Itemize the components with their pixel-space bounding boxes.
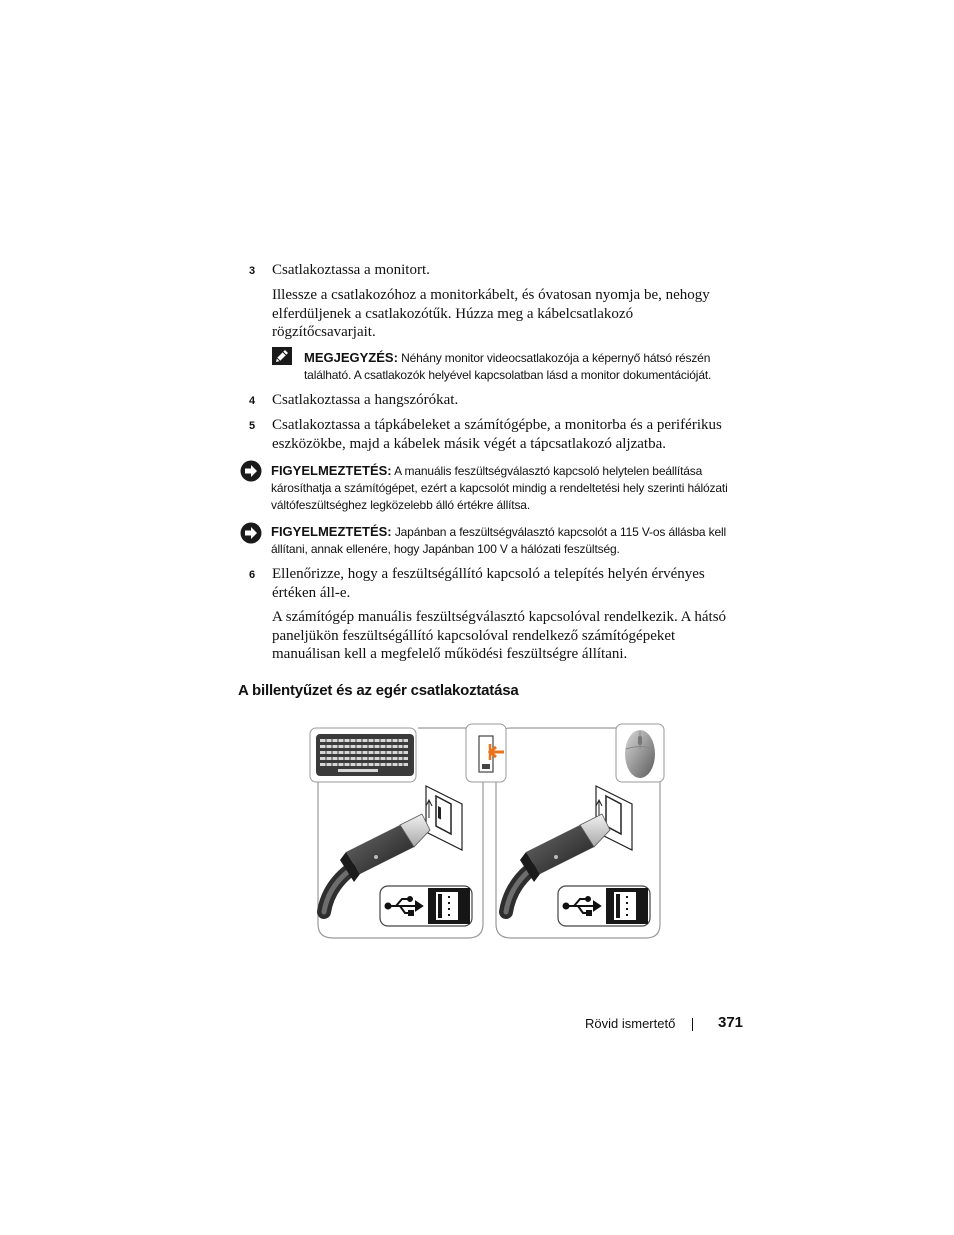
footer-section-label: Rövid ismertető	[585, 1016, 676, 1031]
section-heading: A billentyűzet és az egér csatlakoztatása	[238, 682, 519, 699]
step-number-6: 6	[249, 569, 256, 581]
note-label: MEGJEGYZÉS:	[304, 350, 398, 365]
footer-divider	[692, 1018, 693, 1031]
warning-block-1	[271, 462, 739, 514]
mouse-icon	[616, 724, 664, 782]
step-5-title: Csatlakoztassa a tápkábeleket a számítógépbe, a monitorba és a periférikus eszközökbe, majd a kábelek másik végét a tápcsatlakozó aljzatba.	[272, 417, 722, 452]
right-usb-symbol-panel	[558, 886, 650, 926]
warning-2-text: Japánban a feszültségválasztó kapcsolót a 115 V-os állásba kell állítani, annak ellenére, hogy Japánban 100 V a hálózati feszültség.	[271, 525, 727, 556]
left-usb-port-icon	[426, 786, 462, 850]
keyboard-icon	[310, 728, 416, 782]
note-pencil-icon	[272, 347, 292, 370]
step-6-body: A számítógép manuális feszültségválasztó kapcsolóval rendelkezik. A hátsó paneljükön feszültségállító kapcsolóval rendelkező számítógépeket manuálisan kell a megfelelő működési feszültségre állítani.	[272, 609, 727, 662]
warning-1-text: A manuális feszültségválasztó kapcsoló helytelen beállítása károsíthatja a számítógépet, ezért a kapcsolót mindig a rendeltetési hely szerinti hálózati váltófeszültséghez legközelebb álló értékre állítsa.	[271, 464, 728, 512]
note-block	[304, 349, 734, 384]
warning-arrow-icon	[240, 522, 262, 549]
warning-block-2	[271, 523, 739, 558]
step-number-5: 5	[249, 420, 256, 432]
step-3-body: Illessze a csatlakozóhoz a monitorkábelt, és óvatosan nyomja be, nehogy elferdüljenek a csatlakozótűk. Húzza meg a kábelcsatlakozó rögzítőcsavarjait.	[272, 287, 710, 340]
warning-2-label: FIGYELMEZTETÉS:	[271, 524, 392, 539]
step-4-title: Csatlakoztassa a hangszórókat.	[272, 392, 459, 408]
warning-arrow-icon	[240, 460, 262, 487]
page-number: 371	[718, 1014, 744, 1031]
step-number-4: 4	[249, 395, 256, 407]
step-6-title: Ellenőrizze, hogy a feszültségállító kapcsoló a telepítés helyén érvényes értéken áll-e.	[272, 566, 705, 601]
keyboard-mouse-connection-illustration	[308, 722, 668, 944]
warning-1-label: FIGYELMEZTETÉS:	[271, 463, 392, 478]
usb-port-indicator-icon	[466, 724, 506, 782]
note-text: Néhány monitor videocsatlakozója a képernyő hátsó részén található. A csatlakozók helyével kapcsolatban lásd a monitor dokumentációját.	[304, 351, 712, 382]
step-3-title: Csatlakoztassa a monitort.	[272, 262, 430, 278]
left-usb-symbol-panel	[380, 886, 472, 926]
step-number-3: 3	[249, 265, 256, 277]
